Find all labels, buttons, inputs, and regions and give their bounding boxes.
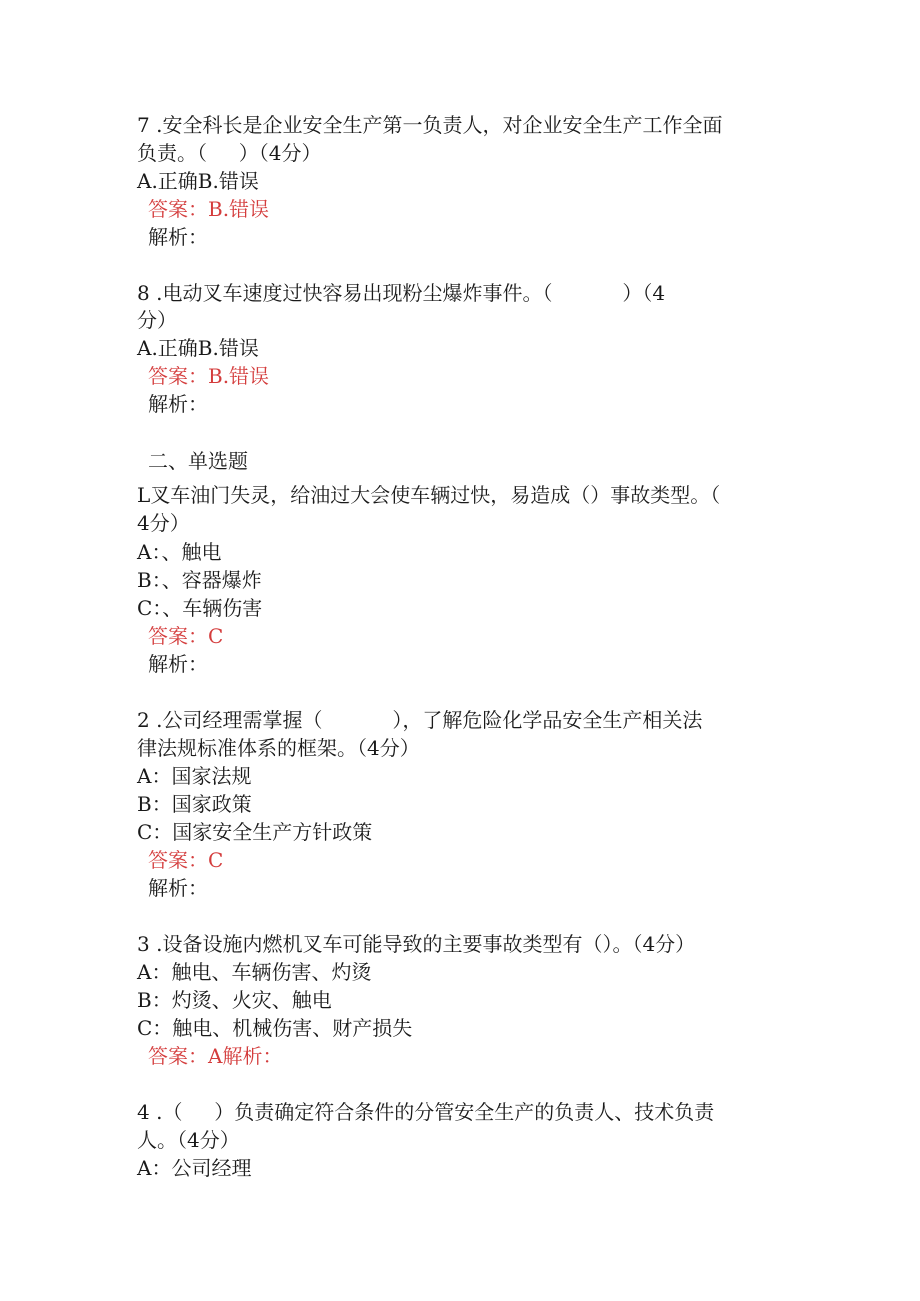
sc-question-2-option-a: A：国家法规 (137, 764, 252, 788)
sc-question-1-answer: 答案：C (148, 624, 224, 648)
question-8-stem-line1: 8 .电动叉车速度过快容易出现粉尘爆炸事件。（ ）（4 (137, 281, 666, 305)
question-8-analysis: 解析： (148, 392, 208, 416)
question-7-answer: 答案：B.错误 (148, 197, 270, 221)
sc-question-4-stem-line1: 4 .（ ）负责确定符合条件的分管安全生产的负责人、技术负责 (137, 1100, 715, 1124)
sc-question-3-stem-line1: 3 .设备设施内燃机叉车可能导致的主要事故类型有（）。（4分） (137, 932, 696, 956)
question-7-analysis: 解析： (148, 225, 208, 249)
question-8-options: A.正确B.错误 (137, 336, 259, 360)
sc-question-1-stem-line1: L叉车油门失灵，给油过大会使车辆过快，易造成（）事故类型。（ (137, 483, 721, 507)
sc-question-2-option-b: B：国家政策 (137, 792, 252, 816)
sc-question-2-option-c: C：国家安全生产方针政策 (137, 820, 373, 844)
sc-question-3-option-c: C：触电、机械伤害、财产损失 (137, 1016, 413, 1040)
section-title: 二、单选题 (148, 449, 248, 473)
question-8-stem-line2: 分） (137, 308, 177, 332)
sc-question-1-stem-line2: 4分） (137, 511, 190, 535)
sc-question-2-stem-line1: 2 .公司经理需掌握（ ），了解危险化学品安全生产相关法 (137, 708, 703, 732)
question-8-answer: 答案：B.错误 (148, 364, 270, 388)
sc-question-4-stem-line2: 人。（4分） (137, 1128, 240, 1152)
sc-question-1-option-a: A：、触电 (137, 540, 222, 564)
sc-question-1-analysis: 解析： (148, 652, 208, 676)
question-7-stem-line1: 7 .安全科长是企业安全生产第一负责人，对企业安全生产工作全面 (137, 113, 723, 137)
sc-question-2-analysis: 解析： (148, 876, 208, 900)
sc-question-1-option-b: B：、容器爆炸 (137, 568, 262, 592)
sc-question-2-answer: 答案：C (148, 848, 224, 872)
sc-question-3-option-b: B：灼烫、火灾、触电 (137, 988, 332, 1012)
sc-question-3-answer-analysis: 答案：A解析： (148, 1044, 283, 1068)
sc-question-4-option-a: A：公司经理 (137, 1156, 252, 1180)
question-7-options: A.正确B.错误 (137, 169, 259, 193)
sc-question-3-option-a: A：触电、车辆伤害、灼烫 (137, 960, 372, 984)
question-7-stem-line2: 负责。（ ）（4分） (137, 141, 322, 165)
sc-question-1-option-c: C：、车辆伤害 (137, 596, 263, 620)
sc-question-2-stem-line2: 律法规标准体系的框架。（4分） (137, 736, 420, 760)
